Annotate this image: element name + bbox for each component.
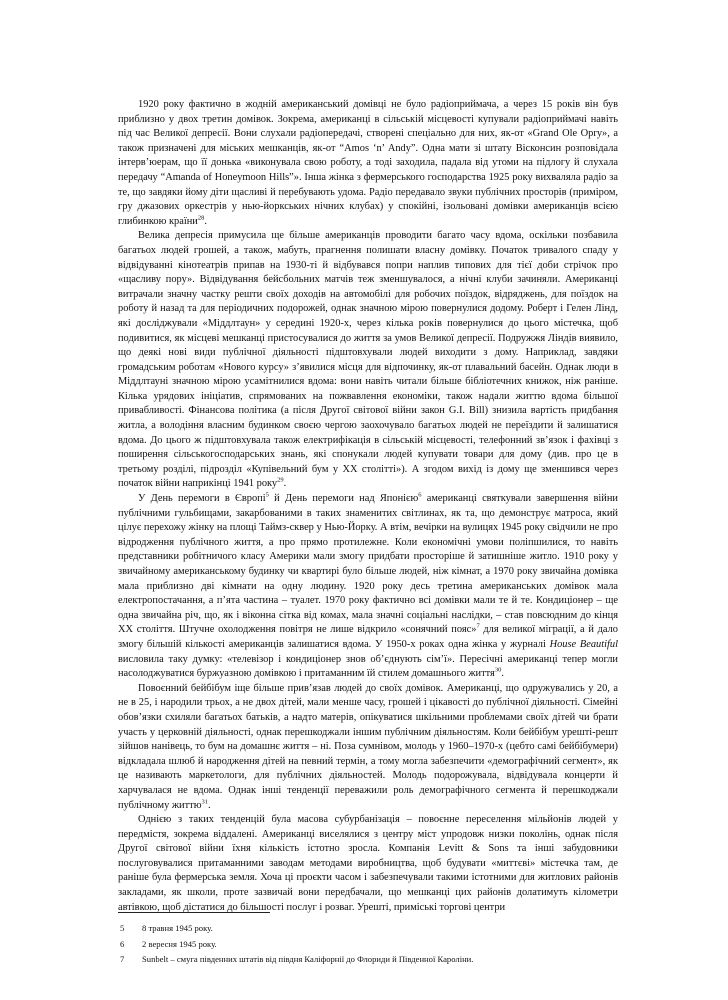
footnote — [118, 952, 618, 968]
paragraph-text: висловила таку думку: «телевізор і кондиціонер знов об’єднують сім’ї». Пересічні американці тепер могли насолоджуватися буржуазною домівкою і притаманним їй стилем домашнього життя — [118, 653, 618, 680]
paragraph — [118, 98, 618, 229]
paragraph-text: Велика депресія примусила ще більше американців проводити багато часу вдома, оскільки позбавила багатьох людей грошей, а також, мабуть, прагнення полишати власну домівку. Початок тривалого спаду у відвідуванні кінотеатрів припав на 1930-ті й відбувався попри наплив типових для тієї доби стрічок про «щасливу пору». Відвідування бейсбольних матчів теж зменшувалося, а нічні клуби зачиняли. Американці витрачали значну частку решти своїх доходів на автомобілі для робочих поїздок, відряджень, для поїздок на роботу й назад та для періодичних подорожей, однак значною мірою повернулися додому. Роберт і Гелен Лінд, які досліджували «Міддлтаун» у середині 1920-х, через кілька років повернулися до цього містечка, щоб подивитися, як місцеві мешканці пристосувалися до життя за умов Великої депресії. Подружжя Ліндів виявило, що деякі нові види публічної діяльності підштовхували людей виходити з дому. Наприклад, завдяки громадським роботам «Нового курсу» з’явилися місця для відпочинку, як-от плавальний басейн. Однак люди в Міддлтауні значною мірою усамітнилися вдома: вони навіть читали більше бібліотечних книжок, ніж раніше. Кілька урядових ініціатив, спрямованих на пожвавлення економіки, також надали життю вдома більшої привабливості. Фінансова політика (а після Другої світової війни закон G.I. Bill) знизила вартість придбання житла, а володіння власним будинком своєю чергою заохочувало багатьох людей не переїздити й залишатися вдома. До цього ж підштовхувала також електрифікація в сільській місцевості, телефонний зв’язок і фахівці з поширення сільськогосподарських знань, які спонукали людей купувати товари для дому (див. про це в третьому розділі, підрозділ «Купівельний бум у XX столітті»). А згодом вихід із дому ще зменшився через початок війни наприкінці 1941 року — [118, 230, 618, 490]
paragraph-text: й День перемоги над Японією — [268, 493, 419, 505]
footnote-marker: 29 — [277, 476, 284, 484]
footnote-text: 2 вересня 1945 року. — [142, 938, 217, 949]
footnote-marker: 31 — [201, 798, 208, 806]
paragraph — [118, 492, 618, 682]
footnote — [118, 937, 618, 953]
paragraph-text: . — [204, 215, 207, 227]
footnote-number: 7 — [120, 954, 125, 965]
paragraph — [118, 229, 618, 492]
footnote-number: 5 — [120, 923, 125, 933]
paragraph — [118, 813, 618, 915]
footnote — [118, 921, 618, 937]
footnote-marker: 30 — [494, 666, 502, 674]
paragraph-text: . — [283, 478, 287, 490]
footnote-number: 6 — [120, 938, 125, 949]
footnote-text: Sunbelt – смуга південних штатів від півдня Каліфорнії до Флориди й Південної Кароліни. — [142, 954, 474, 965]
paragraph-text: американці святкували завершення війни публічними гульбищами, закарбованими в таких знаменитих світлинах, як та, що демонструє матроса, який цілує перехожу жінку на площі Таймз-сквер у Нью-Йорку. А втім, вечірки на вулицях 1945 року свідчили не про відродження публічного життя, а про прямо протилежне. Коли економічні умови поліпшилися, то навіть представники робітничого класу Америки мали змогу придбати просторіше й затишніше житло. 1910 року у звичайному американському будинку чи квартирі було більше людей, ніж кімнат, а 1970 року звичайна домівка мала приблизно дві кімнати на одну людину. 1920 року десь третина американських домівок мала електропостачання, а п’ята частина – туалет. 1970 року фактично всі домівки мали те й те. Кондиціонер – ще одна звичайна річ, що, як і віконна сітка від комах, мала значні соціальні наслідки, – став повсюдним до кінця XX століття. Штучне охолодження повітря не лише відкрило «сонячний пояс» — [118, 493, 618, 636]
italic-title: House Beautiful — [549, 638, 618, 650]
paragraph — [118, 682, 618, 813]
paragraph-text: . — [501, 668, 504, 680]
paragraph-text: для великої міграції, а й дало змогу більшій кількості американців залишатися вдома. У 1950-х роках одна жінка у журналі — [118, 624, 618, 650]
footnote-marker: 7 — [476, 622, 480, 630]
paragraph-text: 1920 року фактично в жодній американський домівці не було радіоприймача, а через 15 років він був приблизно у двох третин домівок. Зокрема, американці в сільській місцевості купували радіоприймачі навіть під час Великої депресії. Вони слухали радіопередачі, створені спеціально для них, як-от «Grand Ole Opry», а також призначені для міських мешканців, як-от “Amos ‘n’ Andy”. Одна мати зі штату Вісконсин розповідала інтерв’юерам, що її донька «виконувала свою роботу, а тоді заходила, падала від утоми на підлогу й слухала передачу “Amanda of Honeymoon Hills”». Інша жінка з фермерського господарства 1925 року вихваляла радіо за те, що завдяки йому діти щасливі й перебувають удома. Радіо передавало звуки публічних просторів (приміром, гру джазових оркестрів у нью-йоркських нічних клубах) у спокійні, ізольовані домівки американців всією глибинкою країни — [118, 99, 618, 227]
footnotes — [118, 921, 618, 968]
body-text — [118, 98, 618, 915]
paragraph-text: Повоєнний бейбібум іще більше прив’язав людей до своїх домівок. Американці, що одружувались у 20, а не в 25, і народили трьох, а не двох дітей, мали менше часу, грошей і цікавості до публічної діяльності. Сімейні обов’язки схиляли багатьох батьків, а надто матерів, опікуватися шкільними проблемами своїх дітей чи брати участь у церковній діяльності, однак перешкоджали іншим публічним діяльностям. Коли бейбібум урешті-решт зійшов нанівець, то бум на домашнє життя – ні. Поза сумнівом, молодь у 1960–1970-х (цебто самі бейбібумери) відкладала шлюб й народження дітей на певний термін, а тому могла забезпечити «демографічний сегмент», як це називають маркетологи, для публічних діяльностей. Молодь подорожувала, відвідувала концерти й харчувалася не вдома. Однак інші тенденції переважили роль демографічного сегмента й перешкоджали публічному життю — [118, 682, 618, 811]
paragraph-text: . — [207, 799, 211, 811]
paragraph-text: У День перемоги в Європі — [138, 493, 266, 505]
footnote-marker: 6 — [418, 491, 422, 499]
footnote-marker: 5 — [265, 491, 269, 499]
footnote-marker: 28 — [197, 214, 205, 222]
footnote-text: 8 травня 1945 року. — [142, 923, 213, 933]
paragraph-text: Однією з таких тенденцій була масова субурбанізація – повоєнне переселення мільйонів людей у передмістя, зокрема віддалені. Американці виселялися з центру міст упродовж низки поколінь, однак після Другої світової війни їхня кількість істотно зросла. Компанія Levitt & Sons та інші забудовники послуговувалися притаманними заводам методами виробництва, щоб будувати «миттєві» містечка там, де раніше була фермерська земля. Хоча ці проєкти часом і забезпечували такими істотними для житлових районів закладами, як школи, проте зазвичай вони передбачали, що мешканці цих районів долатимуть кілометри автівкою, щоб дістатися до більшості послуг і розваг. Урешті, приміські торгові центри — [118, 814, 618, 913]
footnote-divider — [118, 912, 270, 913]
